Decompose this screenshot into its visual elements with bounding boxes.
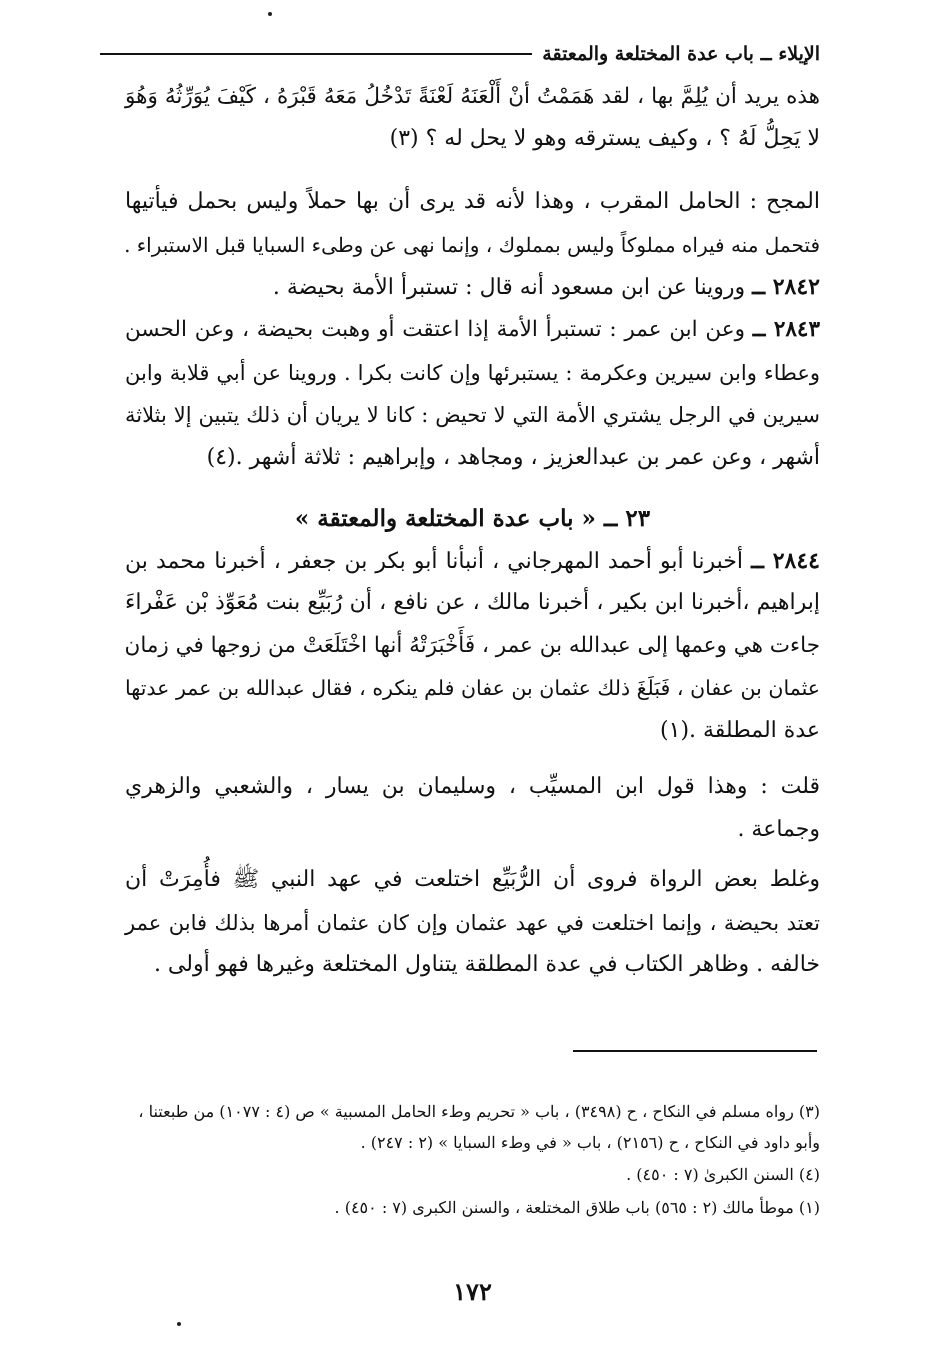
page-number: ١٧٢: [453, 1277, 492, 1306]
text-line: سيرين في الرجل يشتري الأمة التي لا تحيض : كانا لا يريان أن ذلك يتبين إلا بثلاثة: [125, 403, 820, 427]
text-line: تعتد بحيضة ، وإنما اختلعت في عهد عثمان وإن كان عثمان أمرها بذلك فابن عمر: [125, 911, 820, 935]
text-line: قلت : وهذا قول ابن المسيِّب ، وسليمان بن يسار ، والشعبي والزهري: [125, 774, 820, 799]
hadith-text: وروينا عن ابن مسعود أنه قال : تستبرأ الأمة بحيضة .: [272, 275, 746, 300]
text-line: وعطاء وابن سيرين وعكرمة : يستبرئها وإن كانت بكرا . وروينا عن أبي قلابة وابن: [125, 361, 820, 385]
text-line: هذه يريد أن يُلِمَّ بها ، لقد هَمَمْتُ أنْ أَلْعَنَهُ لَعْنَةً تَدْخُلُ مَعَهُ قَبْرَهُ ، كَيْفَ يُوَرِّثُهُ وَهُوَ: [125, 84, 820, 109]
hadith-2842: [125, 272, 820, 303]
text-line: لا يَحِلُّ لَهُ ؟ ، وكيف يسترقه وهو لا يحل له ؟ (٣): [389, 126, 820, 151]
hadith-2844: [125, 546, 820, 577]
text-line: أشهر ، وعن عمر بن عبدالعزيز ، ومجاهد ، وإبراهيم : ثلاثة أشهر .(٤): [206, 445, 820, 470]
running-header: [100, 36, 820, 72]
chapter-heading: ٢٣ ــ « باب عدة المختلعة والمعتقة »: [294, 505, 651, 532]
text-line: جاءت هي وعمها إلى عبدالله بن عمر ، فَأَخْبَرَتْهُ أنها اخْتَلَعَتْ من زوجها في زمان: [124, 633, 820, 658]
hadith-number: ٢٨٤٣ ــ: [752, 317, 821, 342]
text-line: وجماعة .: [737, 817, 820, 842]
hadith-number: ٢٨٤٢ ــ: [752, 274, 820, 300]
scan-speck: [177, 1322, 181, 1326]
footnote-divider: [573, 1050, 817, 1052]
text-line: إبراهيم ،أخبرنا ابن بكير ، أخبرنا مالك ، عن نافع ، أن رُبَيِّع بنت مُعَوِّذ بْن عَفْراءَ: [125, 590, 820, 615]
hadith-text: أخبرنا أبو أحمد المهرجاني ، أنبأنا أبو بكر بن جعفر ، أخبرنا محمد بن: [125, 549, 743, 574]
text-line: عثمان بن عفان ، فَبَلَغَ ذلك عثمان بن عفان فلم ينكره ، فقال عبدالله بن عمر عدتها: [125, 676, 820, 700]
text-line: عدة المطلقة .(١): [660, 718, 820, 743]
header-rule: [100, 53, 532, 55]
text-line: المجح : الحامل المقرب ، وهذا لأنه قد يرى أن بها حملاً وليس بحمل فيأتيها: [125, 189, 820, 214]
footnote-line: (٣) رواه مسلم في النكاح ، ح (٣٤٩٨) ، باب « تحريم وطء الحامل المسبية » ص (٤ : ١٠٧٧) من طبعتنا ،: [138, 1102, 820, 1121]
footnote-line: وأبو داود في النكاح ، ح (٢١٥٦) ، باب « في وطء السبايا » (٢ : ٢٤٧) .: [360, 1133, 820, 1152]
text-line: فتحمل منه فيراه مملوكاً وليس بمملوك ، وإنما نهى عن وطىء السبايا قبل الاستبراء .: [124, 233, 820, 257]
header-title: الإيلاء ــ باب عدة المختلعة والمعتقة: [542, 43, 820, 65]
footnote-line: (١) موطأ مالك (٢ : ٥٦٥) باب طلاق المختلعة ، والسنن الكبرى (٧ : ٤٥٠) .: [334, 1198, 820, 1217]
scan-speck: [268, 12, 272, 16]
hadith-text: وعن ابن عمر : تستبرأ الأمة إذا اعتقت أو وهبت بحيضة ، وعن الحسن: [125, 317, 745, 342]
hadith-2843: [125, 315, 820, 345]
text-line: وغلط بعض الرواة فروى أن الرُّبَيِّع اختلعت في عهد النبي ﷺ فأُمِرَتْ أن: [125, 867, 820, 892]
hadith-number: ٢٨٤٤ ــ: [751, 548, 820, 574]
footnote-line: (٤) السنن الكبرىٰ (٧ : ٤٥٠) .: [626, 1165, 820, 1184]
text-line: خالفه . وظاهر الكتاب في عدة المطلقة يتناول المختلعة وغيرها فهو أولى .: [153, 952, 820, 977]
